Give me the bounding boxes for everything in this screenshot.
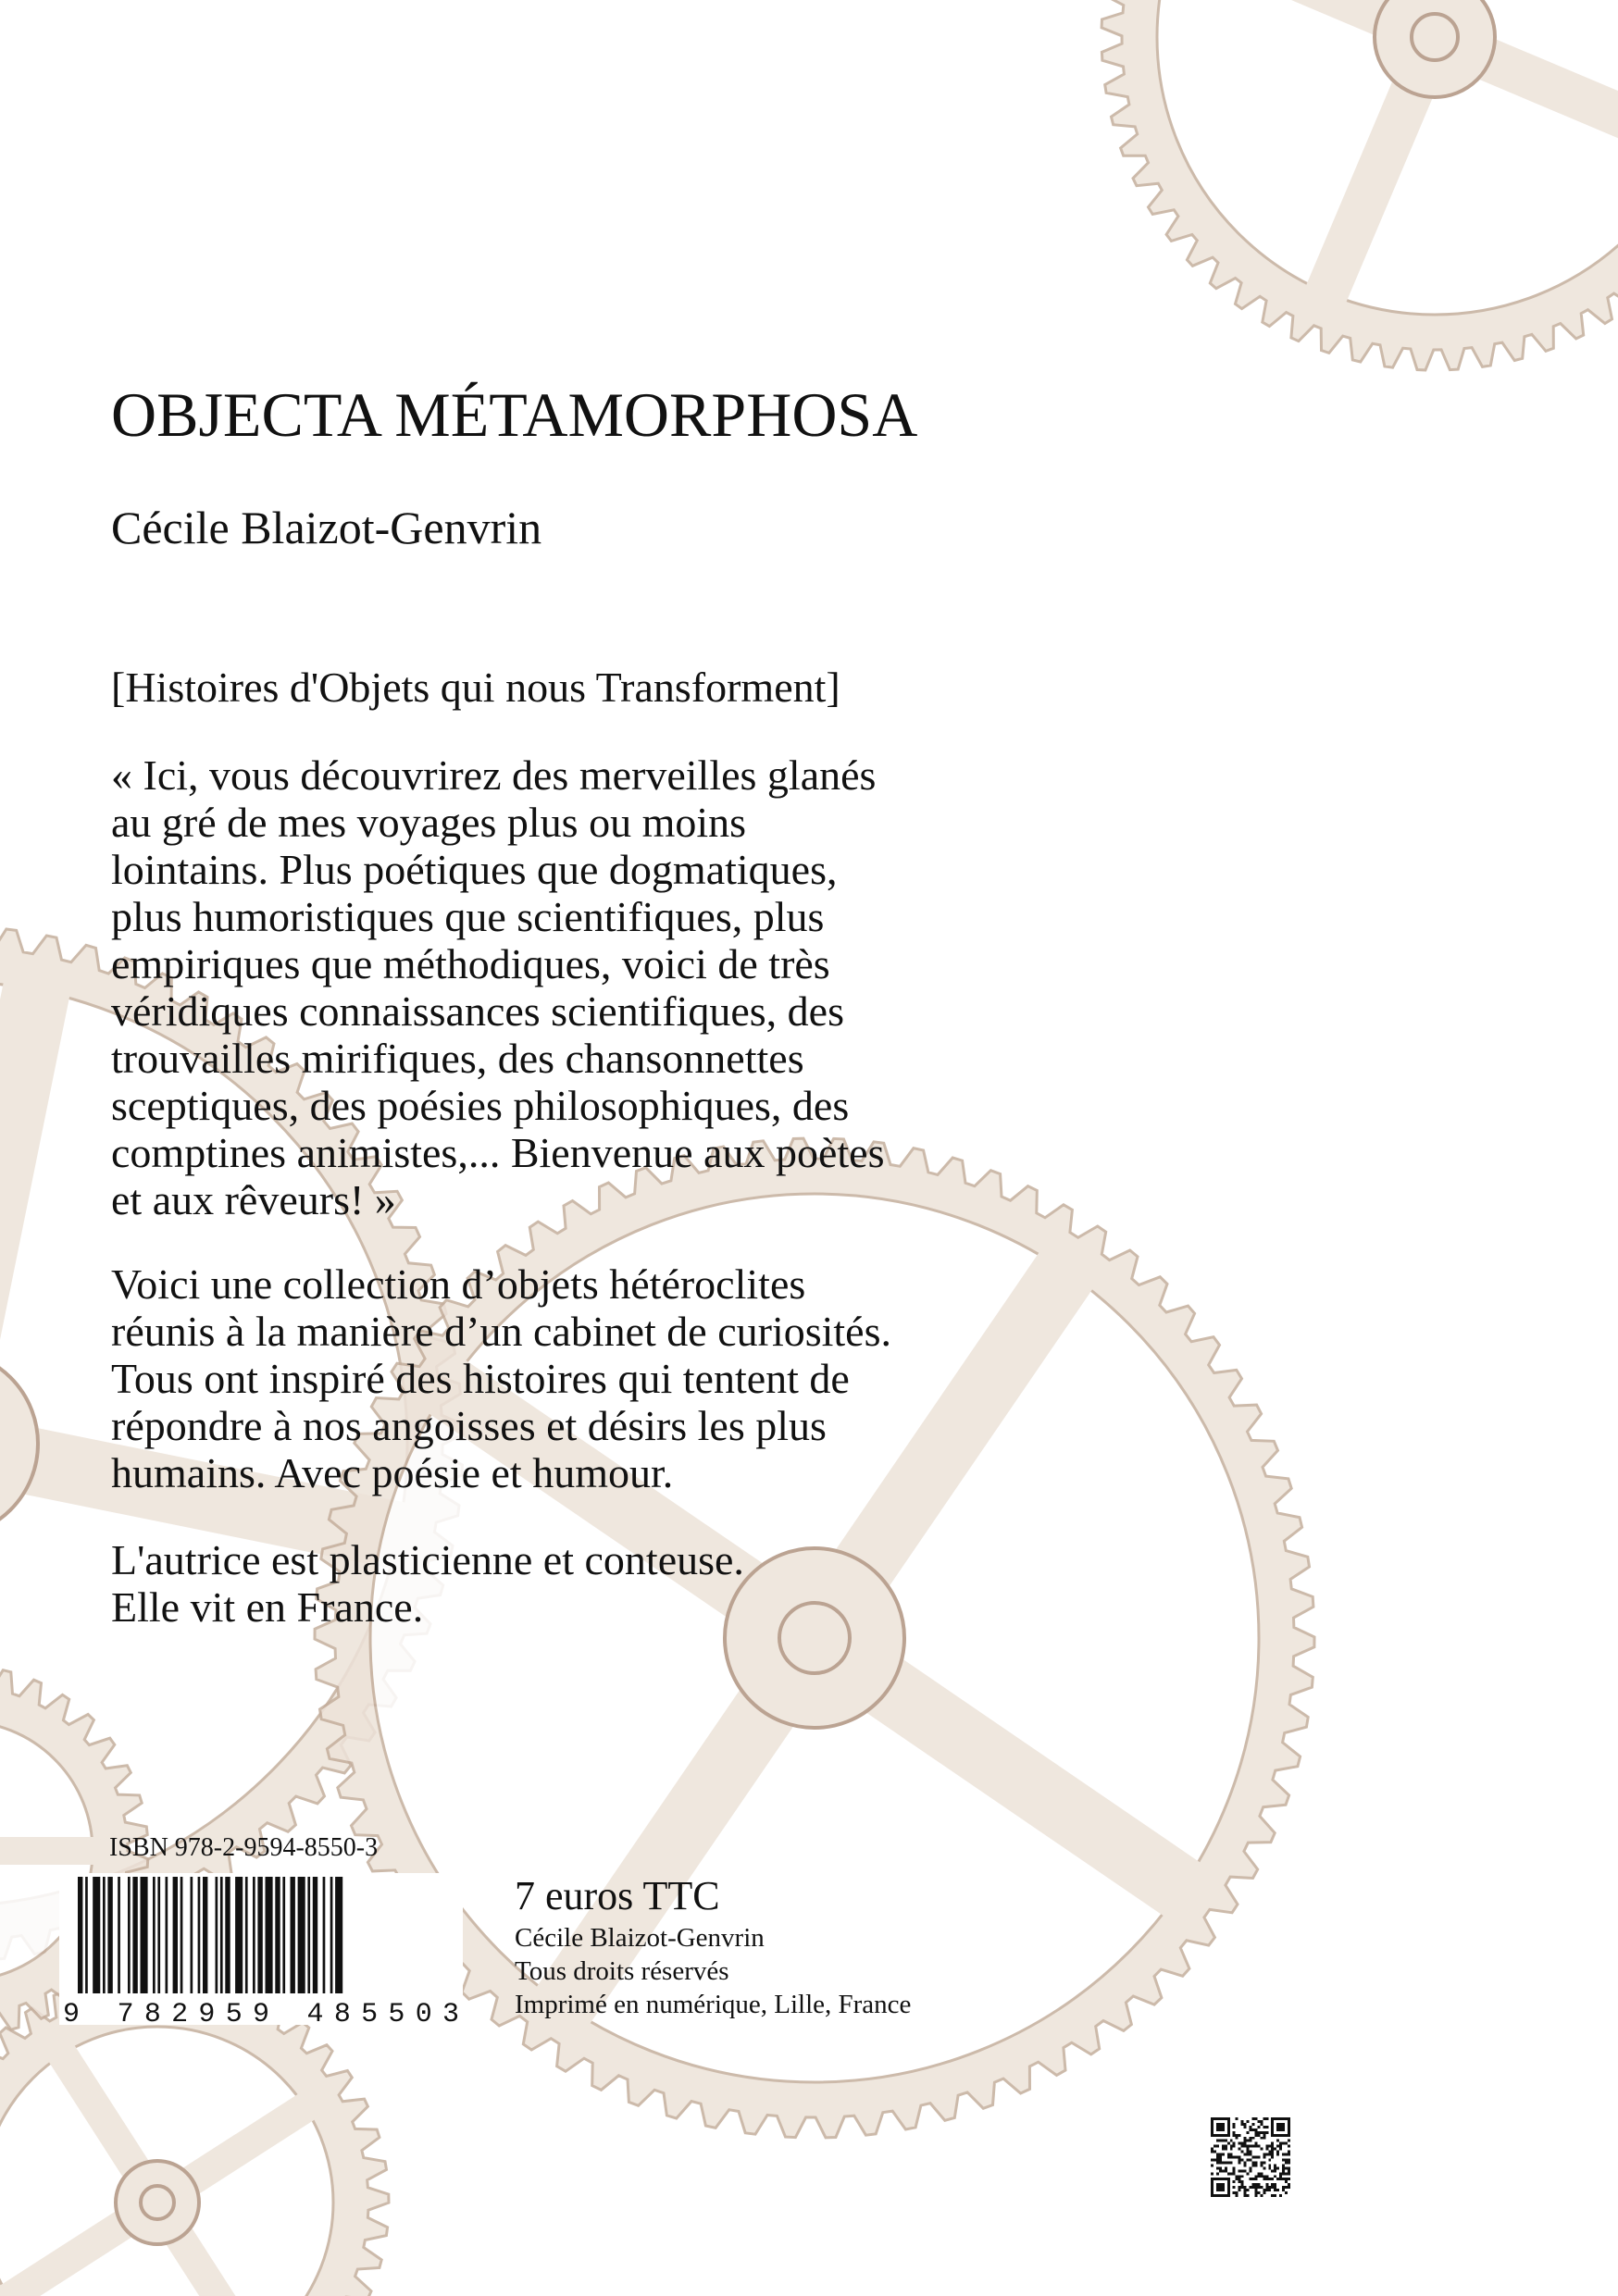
quote-paragraph (111, 751, 1240, 1223)
description-line: humains. Avec poésie et humour. (111, 1449, 674, 1496)
qr-code-icon (1211, 2117, 1290, 2197)
book-subtitle: [Histoires d'Objets qui nous Transforment] (111, 664, 840, 711)
book-author: Cécile Blaizot-Genvrin (111, 502, 542, 553)
price-label: 7 euros TTC (515, 1873, 720, 1918)
author-bio-paragraph (111, 1536, 1240, 1631)
description-line: répondre à nos angoisses et désirs les plus (111, 1402, 827, 1449)
quote-line: comptines animistes,... Bienvenue aux poètes (111, 1129, 885, 1176)
gear-top-right (1101, 0, 1618, 370)
description-line: Voici une collection d’objets hétéroclites (111, 1260, 806, 1308)
quote-line: lointains. Plus poétiques que dogmatiques, (111, 846, 838, 893)
description-line: Tous ont inspiré des histoires qui tentent de (111, 1355, 850, 1402)
bio-line: Elle vit en France. (111, 1583, 424, 1631)
barcode-icon (59, 1873, 463, 2025)
description-paragraph (111, 1260, 1240, 1496)
quote-line: et aux rêveurs! » (111, 1176, 396, 1223)
quote-line: plus humoristiques que scientifiques, plus (111, 893, 825, 940)
isbn-label: ISBN 978-2-9594-8550-3 (109, 1833, 379, 1862)
description-line: réunis à la manière d’un cabinet de curiosités. (111, 1308, 892, 1355)
barcode-digits: 9 782959 485503 (63, 1999, 459, 2025)
print-location: Imprimé en numérique, Lille, France (515, 1990, 912, 2019)
quote-line: véridiques connaissances scientifiques, des (111, 987, 844, 1035)
quote-line: au gré de mes voyages plus ou moins (111, 799, 747, 846)
quote-line: trouvailles mirifiques, des chansonnettes (111, 1035, 804, 1082)
publisher-author: Cécile Blaizot-Genvrin (515, 1923, 765, 1953)
book-title: OBJECTA MÉTAMORPHOSA (111, 379, 918, 450)
quote-line: « Ici, vous découvrirez des merveilles glanés (111, 751, 877, 799)
rights-notice: Tous droits réservés (515, 1956, 729, 1986)
quote-line: sceptiques, des poésies philosophiques, des (111, 1082, 850, 1129)
quote-line: empiriques que méthodiques, voici de très (111, 940, 830, 987)
bio-line: L'autrice est plasticienne et conteuse. (111, 1536, 744, 1583)
